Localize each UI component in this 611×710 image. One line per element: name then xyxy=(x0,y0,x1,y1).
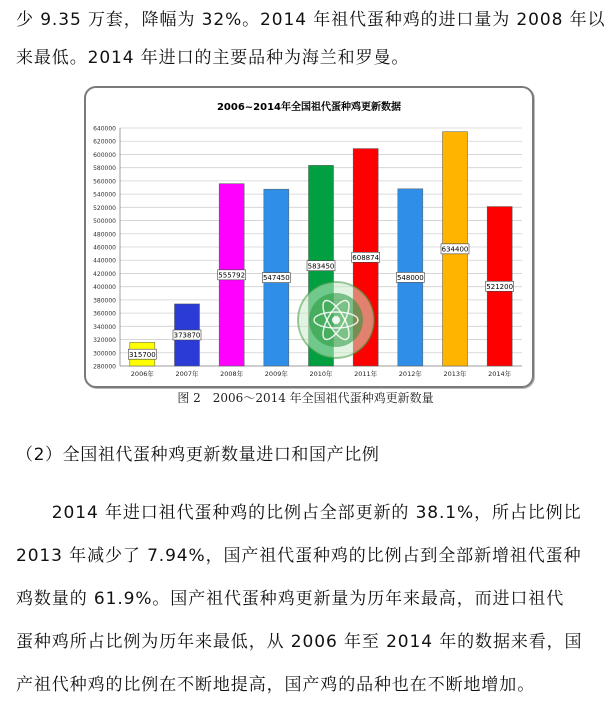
section-heading: （2）全国祖代蛋种鸡更新数量进口和国产比例 xyxy=(16,445,380,465)
data-label: 521200 xyxy=(486,282,514,291)
y-tick-label: 380000 xyxy=(93,297,116,305)
y-tick-label: 560000 xyxy=(93,178,116,186)
data-label: 373870 xyxy=(173,331,201,340)
x-tick-label: 2014年 xyxy=(488,370,512,378)
x-tick-label: 2011年 xyxy=(354,370,378,378)
body-line: 蛋种鸡所占比例为历年来最低，从 2006 年至 2014 年的数据来看，国 xyxy=(16,632,583,652)
y-tick-label: 440000 xyxy=(93,257,116,265)
x-tick-label: 2009年 xyxy=(264,370,288,378)
y-tick-label: 620000 xyxy=(93,138,116,146)
x-tick-label: 2013年 xyxy=(443,370,467,378)
y-tick-label: 480000 xyxy=(93,231,116,239)
y-tick-label: 340000 xyxy=(93,323,116,331)
x-tick-label: 2007年 xyxy=(175,370,199,378)
y-tick-label: 500000 xyxy=(93,218,116,226)
body-line: 2014 年进口祖代蛋种鸡的比例占全部更新的 38.1%，所占比例比 xyxy=(16,503,582,523)
x-tick-label: 2012年 xyxy=(398,370,422,378)
watermark-seal xyxy=(298,282,374,358)
intro-line-1: 少 9.35 万套，降幅为 32%。2014 年祖代蛋种鸡的进口量为 2008 年以 xyxy=(16,10,606,30)
chart-title: 2006~2014年全国祖代蛋种鸡更新数据 xyxy=(216,102,402,113)
figure-caption: 图 2 2006～2014 年全国祖代蛋种鸡更新数量 xyxy=(177,391,434,405)
data-label: 555792 xyxy=(218,271,246,280)
y-tick-label: 640000 xyxy=(93,125,116,133)
data-label: 634400 xyxy=(441,245,469,254)
y-tick-label: 420000 xyxy=(93,270,116,278)
y-tick-label: 580000 xyxy=(93,165,116,173)
data-label: 315700 xyxy=(128,350,156,359)
data-label: 583450 xyxy=(307,262,335,271)
y-tick-label: 520000 xyxy=(93,204,116,212)
body-line: 2013 年减少了 7.94%，国产祖代蛋种鸡的比例占到全部新增祖代蛋种 xyxy=(16,546,582,566)
bar-chart-svg xyxy=(86,88,532,386)
y-tick-label: 300000 xyxy=(93,350,116,358)
data-label: 547450 xyxy=(262,274,290,283)
y-tick-label: 460000 xyxy=(93,244,116,252)
y-tick-label: 600000 xyxy=(93,151,116,159)
x-tick-label: 2006年 xyxy=(130,370,154,378)
data-label: 548000 xyxy=(396,274,424,283)
x-tick-label: 2008年 xyxy=(220,370,244,378)
bar-chart xyxy=(84,86,534,388)
y-tick-label: 540000 xyxy=(93,191,116,199)
x-tick-label: 2010年 xyxy=(309,370,333,378)
y-tick-label: 280000 xyxy=(93,363,116,371)
data-label: 608874 xyxy=(352,253,380,262)
y-tick-label: 400000 xyxy=(93,284,116,292)
intro-line-2: 来最低。2014 年进口的主要品种为海兰和罗曼。 xyxy=(16,48,410,68)
body-line: 鸡数量的 61.9%。国产祖代蛋种鸡更新量为历年来最高，而进口祖代 xyxy=(16,589,565,609)
body-line: 产祖代种鸡的比例在不断地提高，国产鸡的品种也在不断地增加。 xyxy=(16,675,536,695)
y-tick-label: 360000 xyxy=(93,310,116,318)
y-tick-label: 320000 xyxy=(93,337,116,345)
